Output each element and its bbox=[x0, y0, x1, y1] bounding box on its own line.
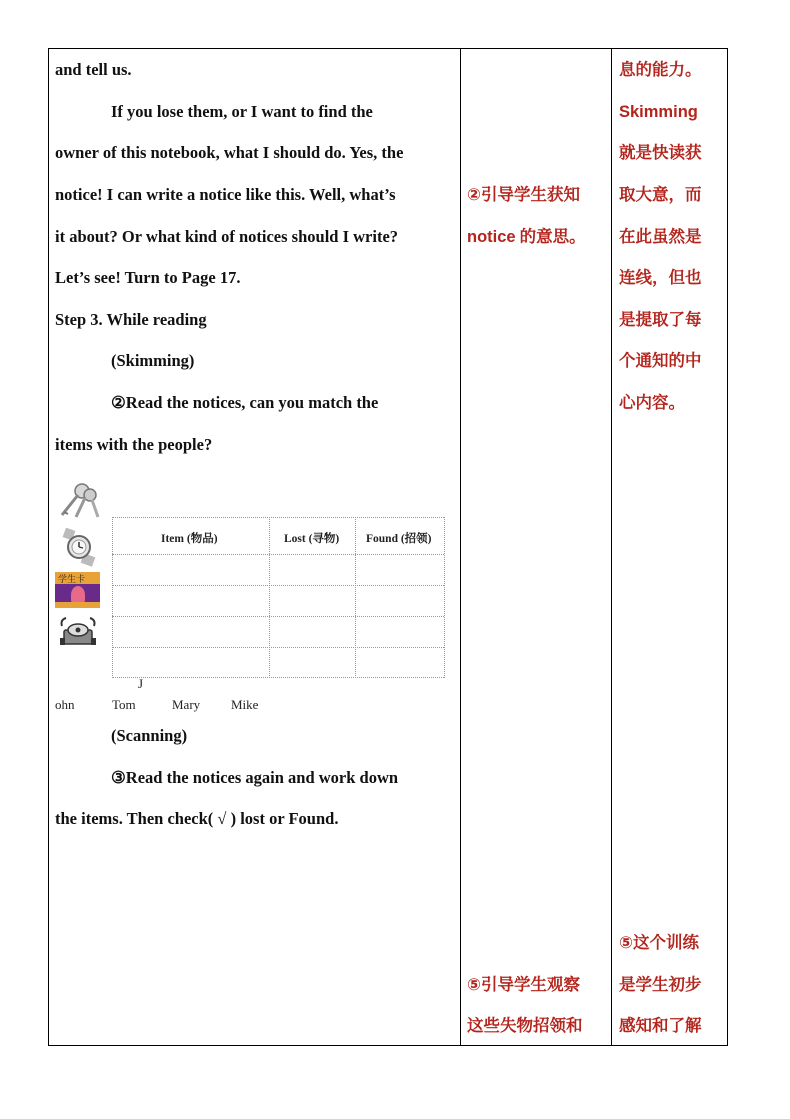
person-name: Mary bbox=[172, 697, 201, 712]
section-label-scanning: (Scanning) bbox=[111, 726, 188, 745]
design-note: 心内容。 bbox=[619, 393, 685, 412]
text-line: notice! I can write a notice like this. Well, what’s bbox=[55, 185, 396, 204]
table-header: Lost (寻物) bbox=[284, 533, 340, 545]
column-divider-1 bbox=[460, 48, 461, 1046]
column-divider-2 bbox=[611, 48, 612, 1046]
cd-player-icon bbox=[58, 614, 98, 648]
teaching-note-text: 的意思。 bbox=[519, 227, 586, 246]
design-note: 个通知的中 bbox=[619, 351, 702, 370]
teaching-note: 这些失物招领和 bbox=[467, 1016, 583, 1035]
text-line: If you lose them, or I want to find the bbox=[111, 102, 373, 121]
design-note: 在此虽然是 bbox=[619, 227, 702, 246]
book-icon bbox=[55, 572, 100, 608]
task-instruction: ③Read the notices again and work down bbox=[111, 768, 399, 787]
person-name: ohn bbox=[55, 697, 75, 712]
table-header: Item (物品) bbox=[161, 533, 218, 545]
task-instruction: the items. Then check( √ ) lost or Found. bbox=[55, 809, 339, 828]
keys-icon bbox=[54, 481, 102, 519]
design-note-term: Skimming bbox=[619, 103, 698, 121]
teaching-note: ②引导学生获知 bbox=[467, 185, 580, 204]
design-note: 就是快读获 bbox=[619, 143, 702, 162]
design-note: ⑤这个训练 bbox=[619, 933, 699, 952]
person-name: Mike bbox=[231, 697, 259, 712]
design-note: 是提取了每 bbox=[619, 310, 702, 329]
book-label: 学生卡 bbox=[58, 575, 86, 585]
table-header: Found (招领) bbox=[366, 533, 432, 545]
text-line: it about? Or what kind of notices should I write? bbox=[55, 227, 399, 246]
person-name-fragment: J bbox=[138, 676, 144, 691]
watch-icon bbox=[60, 527, 98, 567]
design-note: 是学生初步 bbox=[619, 975, 702, 994]
teaching-note: ⑤引导学生观察 bbox=[467, 975, 580, 994]
design-note: 感知和了解 bbox=[619, 1016, 702, 1035]
person-name: Tom bbox=[112, 697, 136, 712]
design-note: 息的能力。 bbox=[619, 60, 702, 79]
text-line: and tell us. bbox=[55, 60, 132, 79]
teaching-note bbox=[467, 227, 586, 247]
text-line: Let’s see! Turn to Page 17. bbox=[55, 268, 241, 287]
text-line: owner of this notebook, what I should do. Yes, the bbox=[55, 143, 404, 162]
task-instruction: items with the people? bbox=[55, 435, 213, 454]
task-instruction: ②Read the notices, can you match the bbox=[111, 393, 379, 412]
section-label-skimming: (Skimming) bbox=[111, 351, 195, 370]
notice-term: notice bbox=[467, 228, 516, 246]
design-note: 取大意，而 bbox=[619, 185, 702, 204]
step-heading: Step 3. While reading bbox=[55, 310, 207, 329]
design-note: 连线，但也 bbox=[619, 268, 702, 287]
